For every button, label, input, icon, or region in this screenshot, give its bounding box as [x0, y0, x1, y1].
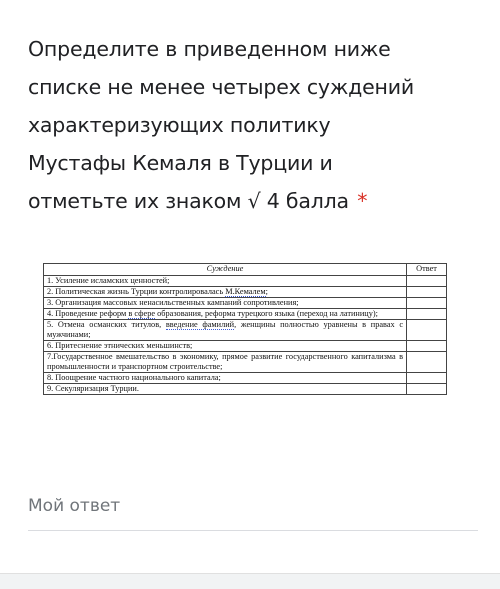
bottom-bar — [0, 573, 500, 589]
row-judgement — [44, 320, 407, 341]
row-answer-cell — [407, 384, 447, 395]
row-answer-cell — [407, 298, 447, 309]
table-row — [44, 384, 447, 395]
row-answer-cell — [407, 276, 447, 287]
row-answer-cell — [407, 320, 447, 341]
row-text: 1. Усиление исламских ценностей; — [47, 276, 170, 285]
row-text: 5. Отмена османских титулов, — [47, 320, 166, 329]
question-line: списке не менее четырех суждений — [28, 75, 414, 99]
table-row — [44, 287, 447, 298]
row-text: 3. Организация массовых ненасильственных кампаний сопротивления; — [47, 298, 299, 307]
row-answer-cell — [407, 309, 447, 320]
required-asterisk: * — [357, 189, 368, 213]
row-text-underlined: введение фамилий — [165, 320, 235, 329]
row-judgement — [44, 341, 407, 352]
question-line — [28, 182, 488, 220]
table-row — [44, 309, 447, 320]
row-judgement — [44, 287, 407, 298]
row-answer-cell — [407, 373, 447, 384]
row-text-underlined: М.Кемалем — [225, 287, 266, 296]
row-judgement — [44, 309, 407, 320]
judgements-table — [43, 263, 447, 395]
row-answer-cell — [407, 352, 447, 373]
table-header-row — [44, 264, 447, 276]
row-answer-cell — [407, 287, 447, 298]
table-row — [44, 320, 447, 341]
row-text: 2. Политическая жизнь Турции контролировалась — [47, 287, 226, 296]
row-text-underlined: в сфере — [128, 309, 156, 318]
row-judgement — [44, 298, 407, 309]
row-judgement — [44, 384, 407, 395]
row-judgement — [44, 352, 407, 373]
answer-underline — [28, 530, 478, 531]
row-text: 4. Проведение реформ — [47, 309, 129, 318]
table-row — [44, 298, 447, 309]
row-text: 7.Государственное вмешательство в экономику, прямое развитие государственного капитализма в промышленности и транспортном строительстве; — [47, 352, 403, 371]
row-answer-cell — [407, 341, 447, 352]
question-image — [43, 263, 447, 443]
row-text: ; — [265, 287, 268, 296]
table-row — [44, 341, 447, 352]
header-answer: Ответ — [407, 264, 447, 276]
question-line: Определите в приведенном ниже — [28, 37, 391, 61]
row-text: 6. Притеснение этнических меньшинств; — [47, 341, 193, 350]
header-judgement: Суждение — [44, 264, 407, 276]
question-line-text: отметьте их знаком √ 4 балла — [28, 189, 349, 213]
question-title — [28, 30, 488, 220]
row-text: 8. Поощрение частного национального капитала; — [47, 373, 221, 382]
table-row — [44, 373, 447, 384]
row-judgement — [44, 276, 407, 287]
row-text: 9. Секуляризация Турции. — [47, 384, 139, 393]
question-line: Мустафы Кемаля в Турции и — [28, 151, 333, 175]
row-judgement — [44, 373, 407, 384]
table-row — [44, 352, 447, 373]
question-line: характеризующих политику — [28, 113, 331, 137]
row-text: , женщины полностью уравнены в правах с мужчинами; — [47, 320, 404, 339]
table-row — [44, 276, 447, 287]
answer-input[interactable]: Мой ответ — [28, 496, 121, 516]
row-text: образования, реформа турецкого языка (переход на латиницу); — [155, 309, 378, 318]
